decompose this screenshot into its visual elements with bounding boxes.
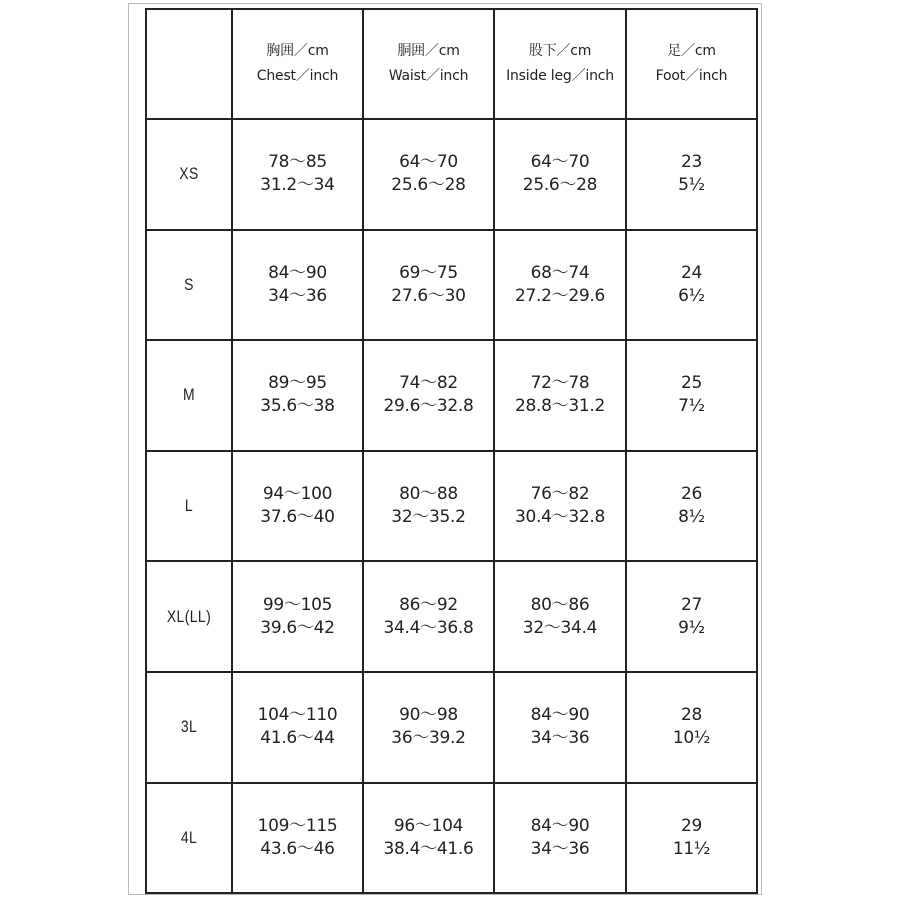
inside-leg-inch: 34～36 xyxy=(530,728,590,749)
size-chart-table xyxy=(145,8,758,894)
size-label: XS xyxy=(179,164,199,184)
chest-cell xyxy=(232,672,363,783)
inside-leg-inch: 28.8～31.2 xyxy=(514,396,605,417)
size-label: XL(LL) xyxy=(166,606,212,626)
header-chest-en: Chest／inch xyxy=(256,68,339,84)
inside-leg-cm: 72～78 xyxy=(530,373,590,394)
foot-inch: 10½ xyxy=(672,728,711,749)
size-cell xyxy=(146,672,232,783)
chest-cm: 84～90 xyxy=(268,262,327,283)
foot-inch: 11½ xyxy=(672,838,711,859)
foot-cm: 26 xyxy=(680,484,703,505)
header-foot-en: Foot／inch xyxy=(655,68,728,84)
header-waist-jp: 胴囲／cm xyxy=(397,43,460,59)
inside-leg-cell xyxy=(494,119,626,230)
table-row xyxy=(146,340,757,451)
table-row xyxy=(146,230,757,341)
header-waist-en: Waist／inch xyxy=(388,68,469,84)
foot-cm: 29 xyxy=(680,815,703,836)
waist-inch: 27.6～30 xyxy=(391,285,466,306)
chest-inch: 39.6～42 xyxy=(260,617,335,638)
waist-inch: 34.4～36.8 xyxy=(383,617,474,638)
chest-inch: 35.6～38 xyxy=(260,396,335,417)
size-label: M xyxy=(182,385,196,405)
inside-leg-cell xyxy=(494,783,626,894)
foot-cm: 28 xyxy=(680,705,703,726)
inside-leg-cm: 80～86 xyxy=(530,594,590,615)
inside-leg-cm: 84～90 xyxy=(530,815,590,836)
chest-cell xyxy=(232,783,363,894)
size-label: S xyxy=(184,274,194,294)
foot-cell xyxy=(626,340,757,451)
waist-cm: 96～104 xyxy=(393,815,464,836)
chest-cm: 104～110 xyxy=(257,705,338,726)
waist-cell xyxy=(363,119,494,230)
chest-cell xyxy=(232,561,363,672)
waist-cm: 69～75 xyxy=(399,262,458,283)
foot-cm: 24 xyxy=(680,262,703,283)
inside-leg-cell xyxy=(494,672,626,783)
foot-cell xyxy=(626,451,757,562)
chest-inch: 34～36 xyxy=(268,285,327,306)
size-label: 3L xyxy=(180,717,198,737)
header-inside-leg xyxy=(494,9,626,119)
table-row xyxy=(146,119,757,230)
inside-leg-cm: 76～82 xyxy=(530,484,590,505)
foot-cell xyxy=(626,230,757,341)
size-cell xyxy=(146,340,232,451)
chest-cell xyxy=(232,451,363,562)
size-cell xyxy=(146,230,232,341)
chest-cm: 109～115 xyxy=(257,815,338,836)
inside-leg-cell xyxy=(494,230,626,341)
chest-inch: 41.6～44 xyxy=(260,728,335,749)
inside-leg-cm: 68～74 xyxy=(530,262,590,283)
chest-cm: 89～95 xyxy=(268,373,327,394)
inside-leg-inch: 30.4～32.8 xyxy=(514,507,605,528)
size-label: L xyxy=(184,496,194,516)
inside-leg-cell xyxy=(494,340,626,451)
waist-cm: 74～82 xyxy=(399,373,458,394)
foot-inch: 5½ xyxy=(678,175,705,196)
foot-cell xyxy=(626,119,757,230)
size-cell xyxy=(146,783,232,894)
foot-cm: 27 xyxy=(680,594,703,615)
table-row xyxy=(146,451,757,562)
inside-leg-cell xyxy=(494,561,626,672)
header-waist xyxy=(363,9,494,119)
foot-cell xyxy=(626,783,757,894)
chest-cell xyxy=(232,119,363,230)
header-chest xyxy=(232,9,363,119)
waist-cm: 90～98 xyxy=(399,705,458,726)
header-foot xyxy=(626,9,757,119)
foot-cell xyxy=(626,672,757,783)
chest-inch: 43.6～46 xyxy=(260,838,335,859)
foot-cell xyxy=(626,561,757,672)
chest-inch: 37.6～40 xyxy=(260,507,335,528)
inside-leg-cm: 84～90 xyxy=(530,705,590,726)
waist-inch: 36～39.2 xyxy=(391,728,466,749)
waist-cm: 86～92 xyxy=(399,594,458,615)
foot-inch: 7½ xyxy=(678,396,705,417)
inside-leg-inch: 27.2～29.6 xyxy=(514,285,605,306)
waist-cell xyxy=(363,340,494,451)
waist-cm: 64～70 xyxy=(399,152,458,173)
waist-inch: 32～35.2 xyxy=(391,507,466,528)
size-cell xyxy=(146,451,232,562)
inside-leg-cm: 64～70 xyxy=(530,152,590,173)
chest-cm: 78～85 xyxy=(268,152,327,173)
size-cell xyxy=(146,119,232,230)
waist-inch: 25.6～28 xyxy=(391,175,466,196)
waist-cell xyxy=(363,451,494,562)
table-row xyxy=(146,672,757,783)
chest-cell xyxy=(232,340,363,451)
corner-cell xyxy=(146,9,232,119)
header-foot-jp: 足／cm xyxy=(667,43,716,59)
chest-cm: 99～105 xyxy=(262,594,333,615)
size-label: 4L xyxy=(180,827,198,847)
table-row xyxy=(146,561,757,672)
waist-cell xyxy=(363,561,494,672)
waist-cell xyxy=(363,230,494,341)
inside-leg-cell xyxy=(494,451,626,562)
waist-cm: 80～88 xyxy=(399,484,458,505)
chest-cell xyxy=(232,230,363,341)
foot-cm: 25 xyxy=(680,373,703,394)
foot-inch: 8½ xyxy=(678,507,705,528)
header-inside-leg-jp: 股下／cm xyxy=(528,43,592,59)
table-row xyxy=(146,783,757,894)
chest-inch: 31.2～34 xyxy=(260,175,335,196)
foot-cm: 23 xyxy=(680,152,703,173)
foot-inch: 6½ xyxy=(678,285,705,306)
inside-leg-inch: 25.6～28 xyxy=(522,175,598,196)
header-inside-leg-en: Inside leg／inch xyxy=(506,68,614,84)
size-cell xyxy=(146,561,232,672)
waist-cell xyxy=(363,783,494,894)
chest-cm: 94～100 xyxy=(262,484,333,505)
waist-inch: 29.6～32.8 xyxy=(383,396,474,417)
header-chest-jp: 胸囲／cm xyxy=(266,43,329,59)
waist-inch: 38.4～41.6 xyxy=(383,838,474,859)
waist-cell xyxy=(363,672,494,783)
inside-leg-inch: 34～36 xyxy=(530,838,590,859)
header-row xyxy=(146,9,757,119)
inside-leg-inch: 32～34.4 xyxy=(522,617,598,638)
foot-inch: 9½ xyxy=(678,617,705,638)
